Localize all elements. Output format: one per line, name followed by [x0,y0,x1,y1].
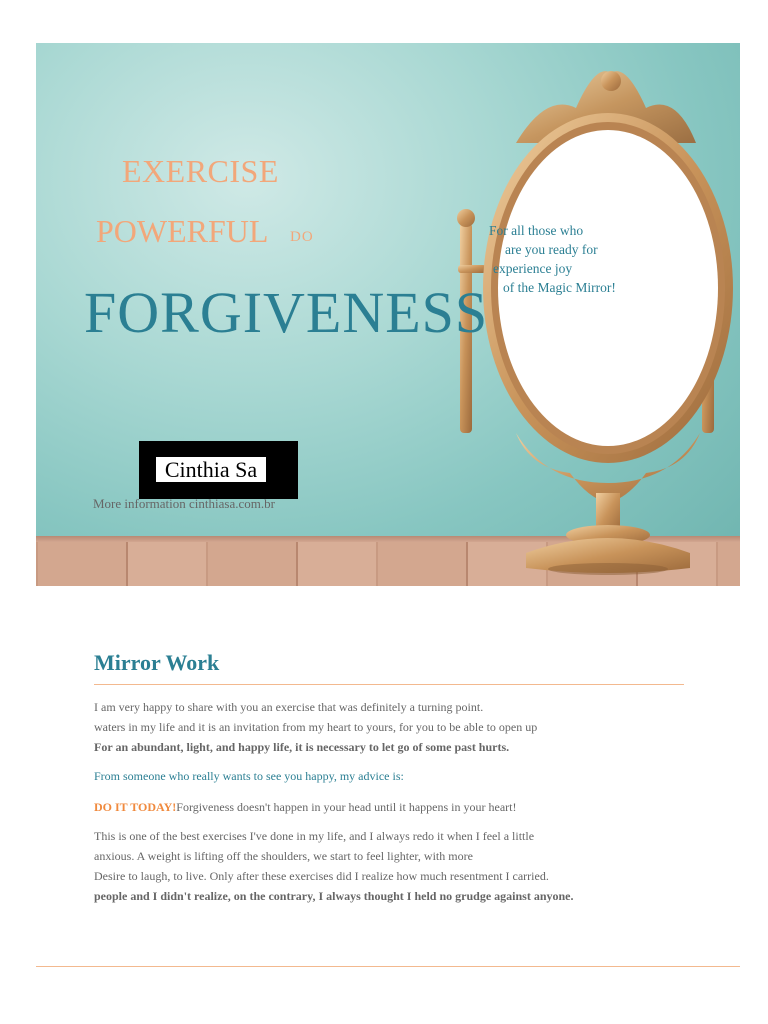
article [94,650,684,906]
paragraph-line: I am very happy to share with you an exercise that was definitely a turning point. [94,700,484,714]
paragraph-line-bold: For an abundant, light, and happy life, it is necessary to let go of some past hurts. [94,740,510,754]
heading-rule [94,684,684,685]
more-info-text: More information cinthiasa.com.br [93,496,275,511]
advice-line: From someone who really wants to see you happy, my advice is: [94,769,404,783]
mirror-caption-line: are you ready for [505,242,598,257]
paragraph-intro [94,697,684,757]
do-it-today-text: Forgiveness doesn't happen in your head until it happens in your heart! [176,800,517,814]
section-heading: Mirror Work [94,650,220,675]
paragraph-line: anxious. A weight is lifting off the shoulders, we start to feel lighter, with more [94,849,473,863]
do-it-today-line [94,797,684,817]
do-it-today-label: DO IT TODAY! [94,800,177,814]
paragraph-line: Desire to laugh, to live. Only after these exercises did I realize how much resentment I carried. [94,869,549,883]
mirror-caption [489,221,616,297]
paragraph-line: waters in my life and it is an invitation from my heart to yours, for you to be able to open up [94,720,538,734]
footer-rule [36,966,740,967]
mirror-caption-line: For all those who [489,223,584,238]
cover-image [36,43,740,586]
author-name-box [139,441,298,499]
cover-title-do: DO [290,229,314,245]
cover-title-forgiveness: FORGIVENESS [84,280,489,345]
mirror-caption-line: of the Magic Mirror! [503,280,616,295]
cover-title-powerful: POWERFUL [96,213,269,249]
paragraph-line-bold: people and I didn't realize, on the contrary, I always thought I held no grudge against anyone. [94,889,574,903]
author-name: Cinthia Sa [156,457,266,482]
paragraph-experience [94,826,684,906]
paragraph-line: This is one of the best exercises I've done in my life, and I always redo it when I feel a little [94,829,535,843]
mirror-caption-line: experience joy [493,261,573,276]
cover-title-exercise: EXERCISE [122,153,279,189]
